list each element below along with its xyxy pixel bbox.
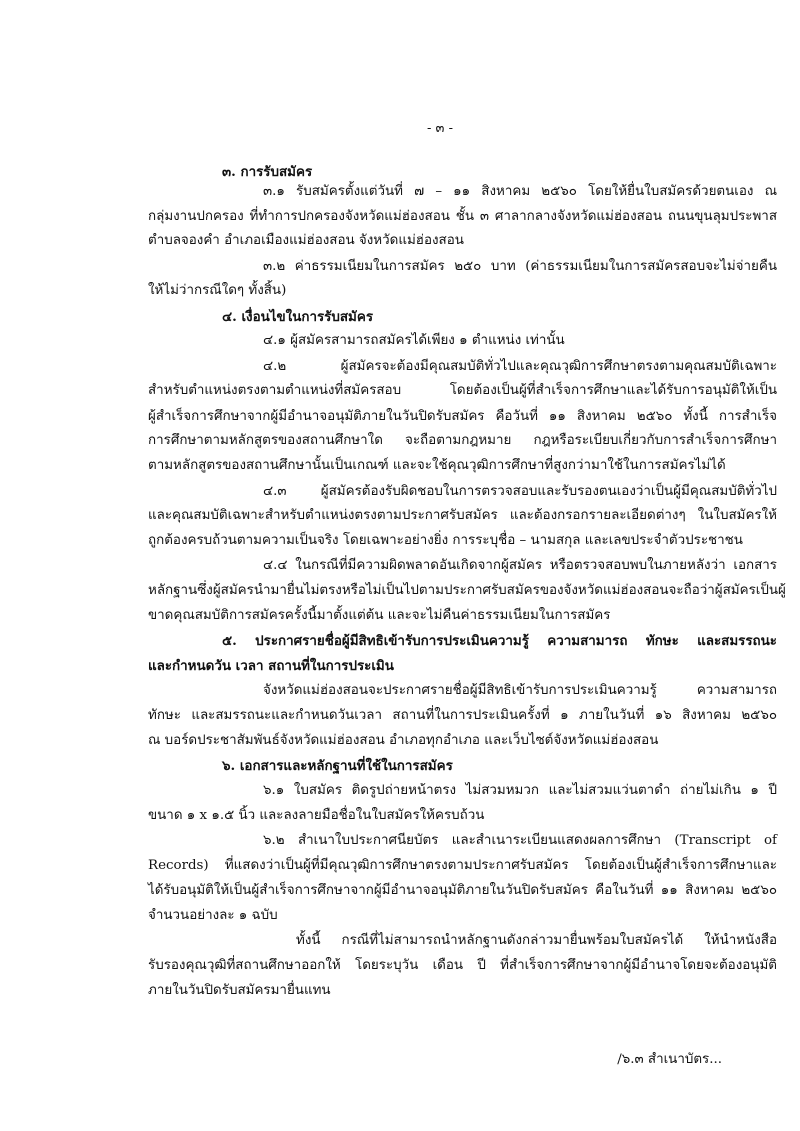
paragraph-line: ภายในวันปิดรับสมัครมายื่นแทน xyxy=(148,983,331,998)
paragraph-line: ผู้สำเร็จการศึกษาจากผู้มีอำนาจอนุมัติภายในวันปิดรับสมัคร คือวันที่ ๑๑ สิงหาคม ๒๕๖๐ ทั้งนี้ การสำเร็จ xyxy=(148,409,777,424)
section-6-heading: ๖. เอกสารและหลักฐานที่ใช้ในการสมัคร xyxy=(222,758,453,774)
paragraph-line: ๖.๑ ใบสมัคร ติดรูปถ่ายหน้าตรง ไม่สวมหมวก และไม่สวมแว่นตาดำ ถ่ายไม่เกิน ๑ ปี xyxy=(263,783,777,798)
paragraph-line: ๖.๒ สำเนาใบประกาศนียบัตร และสำเนาระเบียนแสดงผลการศึกษา (Transcript of xyxy=(263,833,777,848)
paragraph-line: ๓.๑ รับสมัครตั้งแต่วันที่ ๗ – ๑๑ สิงหาคม ๒๕๖๐ โดยให้ยื่นใบสมัครด้วยตนเอง ณ xyxy=(263,184,777,199)
paragraph-line: ขนาด ๑ x ๑.๕ นิ้ว และลงลายมือชื่อในใบสมัครให้ครบถ้วน xyxy=(148,808,485,823)
paragraph-line: หลักฐานซึ่งผู้สมัครนำมายื่นไม่ตรงหรือไม่เป็นไปตามประกาศรับสมัครของจังหวัดแม่ฮ่องสอนจะถือว่าผู้สมัครเป็นผู้ xyxy=(148,583,786,598)
section-3-heading: ๓. การรับสมัคร xyxy=(222,164,313,180)
paragraph-line: ถูกต้องครบถ้วนตามความเป็นจริง โดยเฉพาะอย่างยิ่ง การระบุชื่อ – นามสกุล และเลขประจำตัวประชาชน xyxy=(148,533,743,548)
paragraph-line: การศึกษาตามหลักสูตรของสถานศึกษาใด จะถือตามกฎหมาย กฎหรือระเบียบเกี่ยวกับการสำเร็จการศึกษา xyxy=(148,433,777,448)
paragraph-line: จังหวัดแม่ฮ่องสอนจะประกาศรายชื่อผู้มีสิทธิเข้ารับการประเมินความรู้ ความสามารถ xyxy=(263,683,777,698)
section-4-heading: ๔. เงื่อนไขในการรับสมัคร xyxy=(222,309,374,325)
paragraph-line: จำนวนอย่างละ ๑ ฉบับ xyxy=(148,908,278,923)
continuation-note: /๖.๓ สำเนาบัตร... xyxy=(617,1052,722,1067)
paragraph-line: Records) ที่แสดงว่าเป็นผู้ที่มีคุณวุฒิการศึกษาตรงตามประกาศรับสมัคร โดยต้องเป็นผู้สำเร็จการศึกษาและ xyxy=(148,858,777,873)
paragraph-line: ๔.๓ ผู้สมัครต้องรับผิดชอบในการตรวจสอบและรับรองตนเองว่าเป็นผู้มีคุณสมบัติทั่วไป xyxy=(263,484,777,499)
paragraph-line: ๔.๑ ผู้สมัครสามารถสมัครได้เพียง ๑ ตำแหน่ง เท่านั้น xyxy=(263,333,565,348)
paragraph-line: รับรองคุณวุฒิที่สถานศึกษาออกให้ โดยระบุวัน เดือน ปี ที่สำเร็จการศึกษาจากผู้มีอำนาจโดยจะต้องอนุมัติ xyxy=(148,958,777,973)
paragraph-line: ๔.๒ ผู้สมัครจะต้องมีคุณสมบัติทั่วไปและคุณวุฒิการศึกษาตรงตามคุณสมบัติเฉพาะ xyxy=(263,359,777,374)
section-5-heading: ๕. ประกาศรายชื่อผู้มีสิทธิเข้ารับการประเมินความรู้ ความสามารถ ทักษะ และสมรรถนะ xyxy=(222,633,777,649)
paragraph-line: ณ บอร์ดประชาสัมพันธ์จังหวัดแม่ฮ่องสอน อำเภอทุกอำเภอ และเว็บไซต์จังหวัดแม่ฮ่องสอน xyxy=(148,733,659,748)
paragraph-line: ตำบลจองคำ อำเภอเมืองแม่ฮ่องสอน จังหวัดแม่ฮ่องสอน xyxy=(148,233,464,248)
paragraph-line: ทั้งนี้ กรณีที่ไม่สามารถนำหลักฐานดังกล่าวมายื่นพร้อมใบสมัครได้ ให้นำหนังสือ xyxy=(296,933,777,948)
section-5-heading-cont: และกำหนดวัน เวลา สถานที่ในการประเมิน xyxy=(148,658,394,674)
page-number: - ๓ - xyxy=(427,121,453,136)
paragraph-line: ทักษะ และสมรรถนะและกำหนดวันเวลา สถานที่ในการประเมินครั้งที่ ๑ ภายในวันที่ ๑๖ สิงหาคม ๒๕๖๐ xyxy=(148,708,777,723)
paragraph-line: ๔.๔ ในกรณีที่มีความผิดพลาดอันเกิดจากผู้สมัคร หรือตรวจสอบพบในภายหลังว่า เอกสาร xyxy=(263,558,777,573)
paragraph-line: ๓.๒ ค่าธรรมเนียมในการสมัคร ๒๕๐ บาท (ค่าธรรมเนียมในการสมัครสอบจะไม่จ่ายคืน xyxy=(263,259,777,274)
paragraph-line: ได้รับอนุมัติให้เป็นผู้สำเร็จการศึกษาจากผู้มีอำนาจอนุมัติภายในวันปิดรับสมัคร คือในวันที่ ๑๑ สิงหาคม ๒๕๖๐ xyxy=(148,883,777,898)
paragraph-line: และคุณสมบัติเฉพาะสำหรับตำแหน่งตรงตามประกาศรับสมัคร และต้องกรอกรายละเอียดต่างๆ ในใบสมัครให้ xyxy=(148,508,777,523)
paragraph-line: กลุ่มงานปกครอง ที่ทำการปกครองจังหวัดแม่ฮ่องสอน ชั้น ๓ ศาลากลางจังหวัดแม่ฮ่องสอน ถนนขุนลุมประพาส xyxy=(148,209,777,224)
paragraph-line: สำหรับตำแหน่งตรงตามตำแหน่งที่สมัครสอบ โดยต้องเป็นผู้ที่สำเร็จการศึกษาและได้รับการอนุมัติให้เป็น xyxy=(148,383,777,398)
paragraph-line: ตามหลักสูตรของสถานศึกษานั้นเป็นเกณฑ์ และจะใช้คุณวุฒิการศึกษาที่สูงกว่ามาใช้ในการสมัครไม่ได้ xyxy=(148,458,726,473)
paragraph-line: ขาดคุณสมบัติการสมัครครั้งนี้มาตั้งแต่ต้น และจะไม่คืนค่าธรรมเนียมในการสมัคร xyxy=(148,608,611,623)
paragraph-line: ให้ไม่ว่ากรณีใดๆ ทั้งสิ้น) xyxy=(148,283,287,298)
